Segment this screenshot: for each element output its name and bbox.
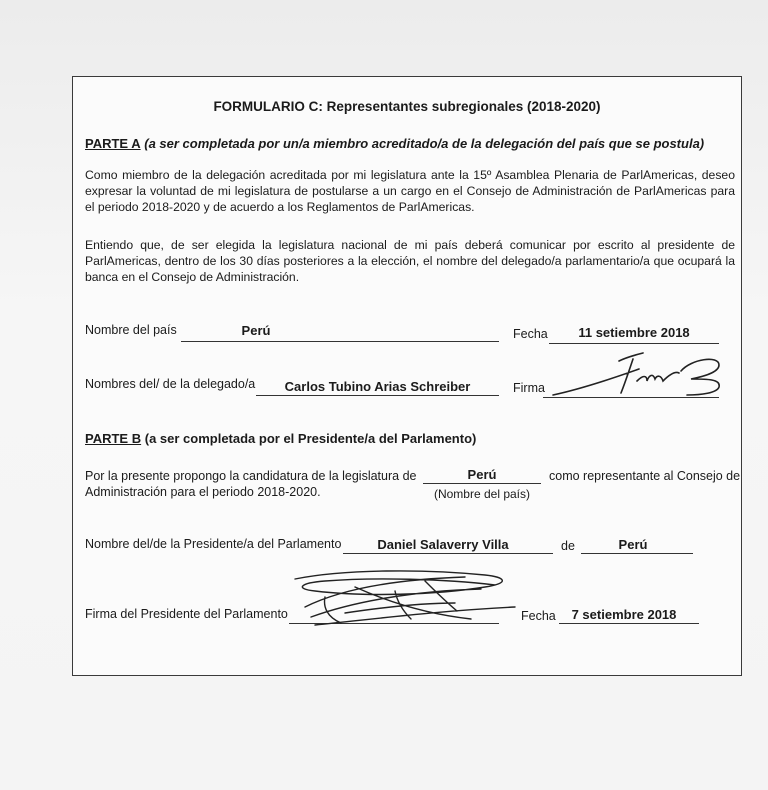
country-label: Nombre del país [85,323,177,337]
president-country-value: Perú [618,537,648,552]
president-date-label: Fecha [521,609,556,623]
date-value: 11 setiembre 2018 [578,325,690,340]
part-a-paragraph-2: Entiendo que, de ser elegida la legislatura nacional de mi país deberá comunicar por escrito al presidente de ParlAmericas, dentro de los 30 días posteriores a la elección, el nombre del delegado/a parlamentario/a que ocupará la banca en el Consejo de Administración. [85,238,735,284]
delegate-line [256,395,499,396]
form-title: FORMULARIO C: Representantes subregionales (2018-2020) [213,99,601,114]
part-b-country-hint: (Nombre del país) [433,487,531,501]
country-value: Perú [241,323,271,338]
president-value: Daniel Salaverry Villa [377,537,509,552]
part-a-subtitle: (a ser completada por un/a miembro acreditado/a de la delegación del país que se postula) [144,136,705,151]
part-b-text-before: Por la presente propongo la candidatura de la legislatura de [85,469,417,483]
part-b-text-after: como representante al Consejo de [549,469,741,483]
delegate-signature [551,349,741,399]
president-country-line [581,553,693,554]
president-de-label: de [561,539,575,553]
part-b-heading: PARTE B [85,431,142,446]
president-date-line [559,623,699,624]
president-signature-label: Firma del Presidente del Parlamento [85,607,288,621]
part-b-subtitle: (a ser completada por el Presidente/a del Parlamento) [144,431,477,446]
president-line [343,553,553,554]
president-date-value: 7 setiembre 2018 [571,607,677,622]
part-a-heading: PARTE A [85,136,141,151]
date-label: Fecha [513,327,548,341]
part-b-country-line [423,483,541,484]
delegate-value: Carlos Tubino Arias Schreiber [284,379,471,394]
part-b-country-value: Perú [467,467,497,482]
part-b-heading-row [85,431,476,446]
part-b-text-line2: Administración para el periodo 2018-2020. [85,485,321,499]
form-sheet [72,76,742,676]
date-line [549,343,719,344]
delegate-label: Nombres del/ de la delegado/a [85,377,256,391]
signature-label: Firma [513,381,545,395]
president-label: Nombre del/de la Presidente/a del Parlamento [85,537,342,551]
part-a-paragraph-1: Como miembro de la delegación acreditada por mi legislatura ante la 15º Asamblea Plenaria de ParlAmericas, deseo expresar la voluntad de mi legislatura de postularse a un cargo en el Consejo de Administración de ParlAmericas para el periodo 2018-2020 y de acuerdo a los Reglamentos de ParlAmericas. [85,168,735,214]
country-line [181,341,499,342]
president-signature [285,567,525,629]
part-a-heading-row [85,136,704,151]
